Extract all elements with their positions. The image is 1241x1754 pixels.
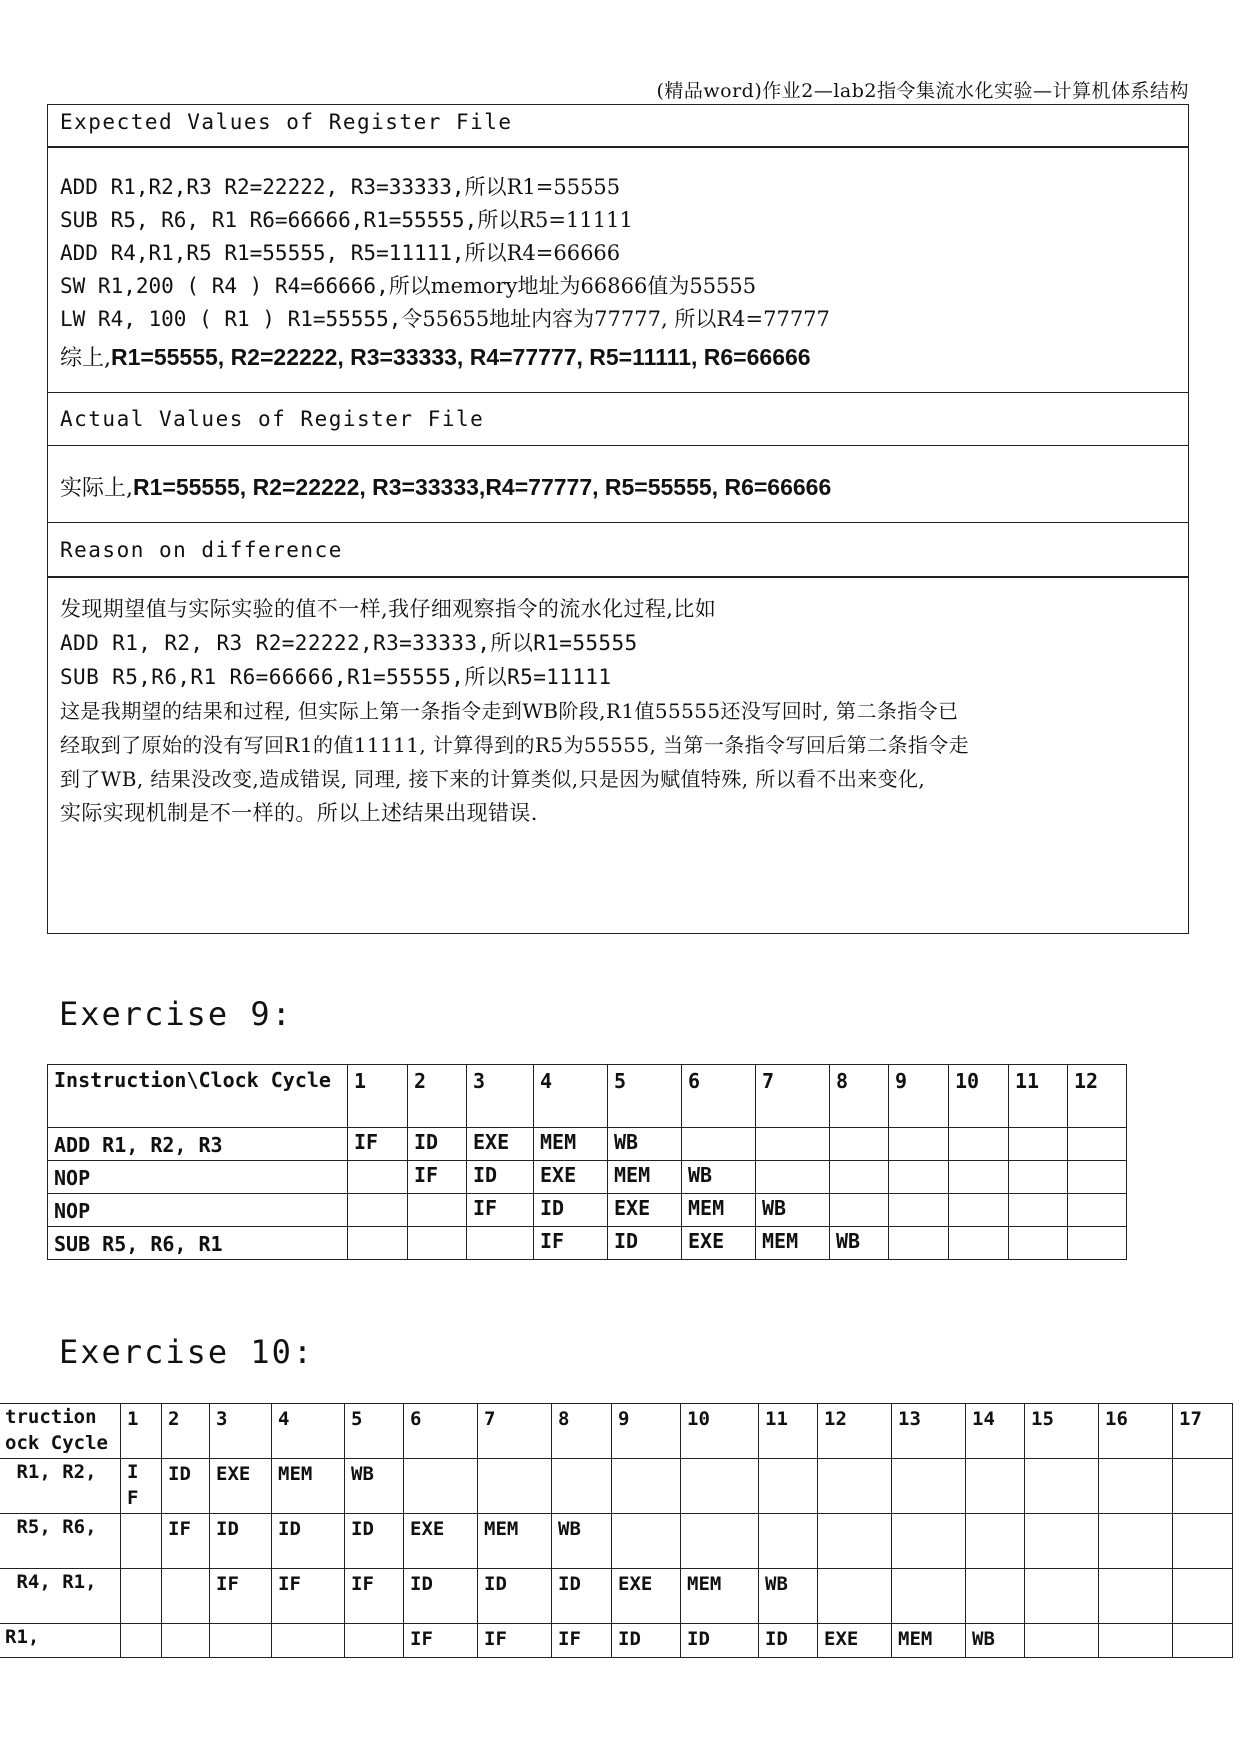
instruction-cell: NOP	[48, 1194, 348, 1227]
cycle-header: 10	[949, 1065, 1009, 1128]
reason-line: SUB R5,R6,R1 R6=66666,R1=55555,所以R5=11111	[60, 665, 612, 689]
stage-cell	[682, 1128, 756, 1161]
cycle-header: 9	[612, 1404, 681, 1459]
stage-cell: WB	[830, 1227, 889, 1260]
stage-cell	[949, 1227, 1009, 1260]
stage-cell	[478, 1459, 552, 1514]
stage-cell	[1099, 1459, 1173, 1514]
stage-cell	[759, 1514, 818, 1569]
stage-cell	[162, 1624, 210, 1658]
stage-cell	[889, 1194, 949, 1227]
cycle-header: 8	[830, 1065, 889, 1128]
actual-values: 实际上,R1=55555, R2=22222, R3=33333,R4=77777, R5=55555, R6=66666	[60, 474, 832, 501]
exercise9-table	[47, 1064, 1127, 1260]
reason-line: 经取到了原始的没有写回R1的值11111, 计算得到的R5为55555, 当第一条指令写回后第二条指令走	[60, 733, 970, 757]
table-row	[48, 1194, 1127, 1227]
cycle-header: 6	[404, 1404, 478, 1459]
stage-cell: ID	[162, 1459, 210, 1514]
exercise10-title: Exercise 10:	[59, 1333, 315, 1371]
stage-cell: WB	[966, 1624, 1025, 1658]
divider	[48, 522, 1188, 523]
stage-cell: IF	[272, 1569, 345, 1624]
register-file-box	[47, 104, 1189, 934]
divider	[48, 146, 1188, 148]
stage-cell	[210, 1624, 272, 1658]
table-row	[0, 1569, 1233, 1624]
stage-cell	[404, 1459, 478, 1514]
cycle-header: 11	[1009, 1065, 1068, 1128]
stage-cell	[966, 1514, 1025, 1569]
stage-cell	[1025, 1514, 1099, 1569]
stage-cell	[1009, 1194, 1068, 1227]
stage-cell: IF	[348, 1128, 408, 1161]
stage-cell: ID	[467, 1161, 534, 1194]
stage-cell: EXE	[404, 1514, 478, 1569]
stage-cell: EXE	[682, 1227, 756, 1260]
reason-title: Reason on difference	[60, 538, 343, 562]
cycle-header: 17	[1173, 1404, 1233, 1459]
instruction-cell: R5, R6,	[0, 1514, 121, 1569]
cycle-header: 1	[348, 1065, 408, 1128]
stage-cell	[612, 1514, 681, 1569]
header-label-cell: truction ock Cycle	[0, 1404, 121, 1459]
stage-cell	[1173, 1459, 1233, 1514]
actual-title: Actual Values of Register File	[60, 407, 485, 431]
divider	[48, 392, 1188, 393]
stage-cell	[892, 1459, 966, 1514]
instruction-cell: NOP	[48, 1161, 348, 1194]
cycle-header: 8	[552, 1404, 612, 1459]
table-row	[0, 1514, 1233, 1569]
stage-cell: IF	[552, 1624, 612, 1658]
stage-cell	[681, 1459, 759, 1514]
stage-cell	[966, 1459, 1025, 1514]
expected-lines	[48, 171, 1188, 336]
cycle-header: 4	[272, 1404, 345, 1459]
stage-cell	[348, 1227, 408, 1260]
instruction-cell: SUB R5, R6, R1	[48, 1227, 348, 1260]
stage-cell	[408, 1227, 467, 1260]
stage-cell: IF	[408, 1161, 467, 1194]
stage-cell: ID	[534, 1194, 608, 1227]
stage-cell	[1025, 1624, 1099, 1658]
stage-cell: ID	[552, 1569, 612, 1624]
cycle-header: 11	[759, 1404, 818, 1459]
stage-cell: ID	[345, 1514, 404, 1569]
stage-cell	[681, 1514, 759, 1569]
stage-cell	[552, 1459, 612, 1514]
stage-cell	[1009, 1227, 1068, 1260]
stage-cell: ID	[408, 1128, 467, 1161]
stage-cell	[889, 1161, 949, 1194]
stage-cell	[966, 1569, 1025, 1624]
divider	[48, 576, 1188, 578]
stage-cell	[121, 1514, 162, 1569]
cycle-header: 4	[534, 1065, 608, 1128]
stage-cell: MEM	[478, 1514, 552, 1569]
exercise9-title: Exercise 9:	[59, 995, 293, 1033]
stage-cell: ID	[210, 1514, 272, 1569]
stage-cell: IF	[404, 1624, 478, 1658]
stage-cell: ID	[478, 1569, 552, 1624]
stage-cell	[1173, 1514, 1233, 1569]
cycle-header: 7	[756, 1065, 830, 1128]
stage-cell	[121, 1569, 162, 1624]
stage-cell: WB	[345, 1459, 404, 1514]
stage-cell: I F	[121, 1459, 162, 1514]
stage-cell: MEM	[534, 1128, 608, 1161]
cycle-header: 7	[478, 1404, 552, 1459]
stage-cell	[1068, 1128, 1127, 1161]
instruction-cell: ADD R1, R2, R3	[48, 1128, 348, 1161]
instruction-cell: R1, R2,	[0, 1459, 121, 1514]
stage-cell	[830, 1161, 889, 1194]
stage-cell	[889, 1227, 949, 1260]
stage-cell	[892, 1514, 966, 1569]
stage-cell: ID	[404, 1569, 478, 1624]
cycle-header: 12	[1068, 1065, 1127, 1128]
stage-cell: ID	[612, 1624, 681, 1658]
exercise10-table	[0, 1403, 1233, 1658]
reason-line: 到了WB, 结果没改变,造成错误, 同理, 接下来的计算类似,只是因为赋值特殊, 所以看不出来变化,	[60, 767, 926, 791]
stage-cell	[949, 1128, 1009, 1161]
stage-cell	[756, 1161, 830, 1194]
stage-cell	[1025, 1459, 1099, 1514]
stage-cell	[1009, 1161, 1068, 1194]
stage-cell	[348, 1161, 408, 1194]
stage-cell	[949, 1161, 1009, 1194]
expected-line: SUB R5, R6, R1 R6=66666,R1=55555,所以R5=11111	[60, 208, 633, 232]
stage-cell	[408, 1194, 467, 1227]
stage-cell: MEM	[608, 1161, 682, 1194]
stage-cell	[1099, 1624, 1173, 1658]
expected-line: SW R1,200 ( R4 ) R4=66666,所以memory地址为66866值为55555	[60, 274, 757, 298]
cycle-header: 14	[966, 1404, 1025, 1459]
cycle-header: 16	[1099, 1404, 1173, 1459]
stage-cell	[818, 1569, 892, 1624]
expected-line: ADD R1,R2,R3 R2=22222, R3=33333,所以R1=55555	[60, 175, 621, 199]
page-header: (精品word)作业2—lab2指令集流水化实验—计算机体系结构	[656, 80, 1189, 102]
stage-cell: WB	[608, 1128, 682, 1161]
table-row	[0, 1459, 1233, 1514]
cycle-header: 10	[681, 1404, 759, 1459]
cycle-header: 1	[121, 1404, 162, 1459]
instruction-cell: R1,	[0, 1624, 121, 1658]
stage-cell	[467, 1227, 534, 1260]
instruction-cell: R4, R1,	[0, 1569, 121, 1624]
stage-cell	[1173, 1624, 1233, 1658]
stage-cell: WB	[682, 1161, 756, 1194]
expected-line: LW R4, 100 ( R1 ) R1=55555,令55655地址内容为77777, 所以R4=77777	[60, 307, 830, 331]
stage-cell: IF	[534, 1227, 608, 1260]
stage-cell: EXE	[467, 1128, 534, 1161]
stage-cell	[1025, 1569, 1099, 1624]
stage-cell: MEM	[272, 1459, 345, 1514]
header-label-cell: Instruction\Clock Cycle	[48, 1065, 348, 1128]
reason-line: 这是我期望的结果和过程, 但实际上第一条指令走到WB阶段,R1值55555还没写回时, 第二条指令已	[60, 699, 959, 723]
stage-cell: ID	[759, 1624, 818, 1658]
divider	[48, 445, 1188, 446]
stage-cell	[272, 1624, 345, 1658]
stage-cell	[345, 1624, 404, 1658]
cycle-header: 12	[818, 1404, 892, 1459]
stage-cell: MEM	[682, 1194, 756, 1227]
stage-cell: IF	[467, 1194, 534, 1227]
stage-cell: MEM	[756, 1227, 830, 1260]
stage-cell	[1068, 1161, 1127, 1194]
reason-text	[48, 592, 1188, 830]
expected-summary: 综上,R1=55555, R2=22222, R3=33333, R4=77777, R5=11111, R6=66666	[60, 344, 811, 371]
table-row	[48, 1161, 1127, 1194]
stage-cell: IF	[210, 1569, 272, 1624]
stage-cell	[121, 1624, 162, 1658]
stage-cell: EXE	[210, 1459, 272, 1514]
cycle-header: 9	[889, 1065, 949, 1128]
expected-line: ADD R4,R1,R5 R1=55555, R5=11111,所以R4=66666	[60, 241, 621, 265]
stage-cell	[818, 1459, 892, 1514]
cycle-header: 6	[682, 1065, 756, 1128]
stage-cell	[1068, 1227, 1127, 1260]
table-row	[48, 1227, 1127, 1260]
stage-cell: EXE	[612, 1569, 681, 1624]
stage-cell	[759, 1459, 818, 1514]
stage-cell: MEM	[681, 1569, 759, 1624]
stage-cell	[830, 1128, 889, 1161]
stage-cell	[348, 1194, 408, 1227]
table-row	[0, 1624, 1233, 1658]
stage-cell: ID	[272, 1514, 345, 1569]
cycle-header: 2	[408, 1065, 467, 1128]
stage-cell: EXE	[608, 1194, 682, 1227]
stage-cell: WB	[552, 1514, 612, 1569]
stage-cell	[612, 1459, 681, 1514]
stage-cell	[1009, 1128, 1068, 1161]
stage-cell: WB	[759, 1569, 818, 1624]
cycle-header: 15	[1025, 1404, 1099, 1459]
stage-cell	[1099, 1569, 1173, 1624]
cycle-header: 5	[345, 1404, 404, 1459]
cycle-header: 2	[162, 1404, 210, 1459]
stage-cell	[1099, 1514, 1173, 1569]
stage-cell	[830, 1194, 889, 1227]
stage-cell: IF	[478, 1624, 552, 1658]
stage-cell: ID	[608, 1227, 682, 1260]
expected-title: Expected Values of Register File	[60, 110, 513, 134]
reason-line: 实际实现机制是不一样的。所以上述结果出现错误.	[60, 801, 538, 825]
stage-cell	[162, 1569, 210, 1624]
stage-cell	[756, 1128, 830, 1161]
cycle-header: 3	[210, 1404, 272, 1459]
stage-cell: IF	[162, 1514, 210, 1569]
reason-line: 发现期望值与实际实验的值不一样,我仔细观察指令的流水化过程,比如	[60, 597, 717, 621]
stage-cell	[889, 1128, 949, 1161]
stage-cell: EXE	[818, 1624, 892, 1658]
stage-cell: WB	[756, 1194, 830, 1227]
table-row	[48, 1128, 1127, 1161]
reason-line: ADD R1, R2, R3 R2=22222,R3=33333,所以R1=55555	[60, 631, 638, 655]
cycle-header: 5	[608, 1065, 682, 1128]
stage-cell	[818, 1514, 892, 1569]
stage-cell: MEM	[892, 1624, 966, 1658]
cycle-header: 13	[892, 1404, 966, 1459]
stage-cell: EXE	[534, 1161, 608, 1194]
stage-cell: IF	[345, 1569, 404, 1624]
stage-cell	[949, 1194, 1009, 1227]
stage-cell	[1173, 1569, 1233, 1624]
cycle-header: 3	[467, 1065, 534, 1128]
stage-cell	[1068, 1194, 1127, 1227]
stage-cell	[892, 1569, 966, 1624]
stage-cell: ID	[681, 1624, 759, 1658]
